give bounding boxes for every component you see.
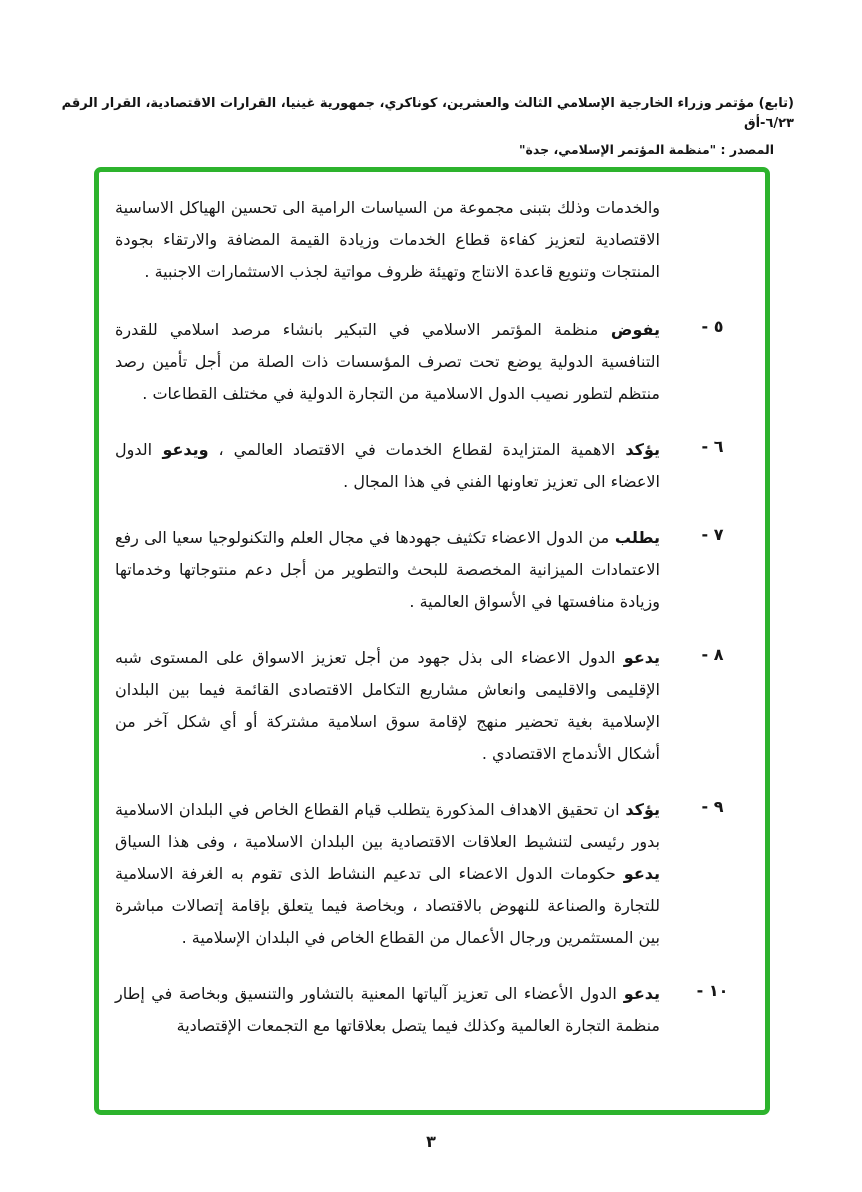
resolution-item xyxy=(115,794,765,954)
item-body-text: الدول الأعضاء الى تعزيز آلياتها المعنية بالتشاور والتنسيق وبخاصة في إطار منظمة التجارة العالمية وكذلك فيما يتصل بعلاقاتها مع التجمعات الإقتصادية xyxy=(115,984,660,1035)
resolution-item xyxy=(115,522,765,618)
item-keyword-bold: يؤكد xyxy=(615,440,660,459)
item-text xyxy=(115,794,660,954)
item-number: ٧ - xyxy=(701,525,724,544)
item-keyword-bold: يطلب xyxy=(609,528,660,547)
resolution-item xyxy=(115,978,765,1042)
item-body-text: ان تحقيق الاهداف المذكورة يتطلب قيام القطاع الخاص في البلدان الاسلامية بدور رئيسى لتنشيط العلاقات الاقتصادية بين البلدان الاسلامية ، وفى هذا السياق xyxy=(115,800,660,851)
document-header xyxy=(60,94,794,157)
item-text xyxy=(115,434,660,498)
item-text xyxy=(115,978,660,1042)
page-number: ٣ xyxy=(426,1132,436,1151)
item-keyword-bold: يدعو xyxy=(615,864,661,883)
item-text xyxy=(115,642,660,770)
item-body-text: حكومات الدول الاعضاء الى تدعيم النشاط الذى تقوم به الغرفة الاسلامية للتجارة والصناعة للنهوض بالاقتصاد ، وبخاصة فيما يتعلق بإقامة إتصالات مباشرة بين المستثمرين ورجال الأعمال من القطاع الخاص في البلدان الإسلامية . xyxy=(115,864,660,947)
item-number: ٩ - xyxy=(701,797,724,816)
item-body-text: من الدول الاعضاء تكثيف جهودها في مجال العلم والتكنولوجيا سعيا الى رفع الاعتمادات الميزانية المخصصة للبحث والتطوير من أجل دعم منتوجاتها وخدماتها وزيادة منافستها في الأسواق العالمية . xyxy=(115,528,660,611)
item-text xyxy=(115,314,660,410)
item-keyword-bold: يدعو xyxy=(616,984,660,1003)
item-keyword-bold: يفوض xyxy=(598,320,660,339)
item-keyword-bold: يدعو xyxy=(615,648,661,667)
resolution-item xyxy=(115,434,765,498)
item-keyword-bold: يؤكد xyxy=(619,800,661,819)
content-border-box xyxy=(94,167,770,1115)
item-body-text: الدول الاعضاء الى تعزيز تعاونها الفني في هذا المجال . xyxy=(115,440,660,491)
item-number: ٥ - xyxy=(701,317,724,336)
item-body-text: الدول الاعضاء الى بذل جهود من أجل تعزيز الاسواق على المستوى شبه الإقليمى والاقليمى وانعاش مشاريع التكامل الاقتصادى القائمة فيما بين البلدان الإسلامية بغية تحضير منهج لإقامة سوق اسلامية مشتركة أو أي شكل آخر من أشكال الأندماج الاقتصادي . xyxy=(115,648,660,763)
intro-paragraph: والخدمات وذلك بتبنى مجموعة من السياسات الرامية الى تحسين الهياكل الاساسية الاقتصادية لتعزيز كفاءة قطاع الخدمات وزيادة القيمة المضافة والارتقاء بجودة المنتجات وتنويع قاعدة الانتاج وتهيئة ظروف مواتية لجذب الاستثمارات الاجنبية . xyxy=(115,198,660,281)
resolution-item xyxy=(115,642,765,770)
item-body-text: الاهمية المتزايدة لقطاع الخدمات في الاقتصاد العالمي ، xyxy=(208,440,616,459)
item-number: ٦ - xyxy=(701,437,724,456)
header-source: المصدر : "منظمة المؤتمر الإسلامي، جدة" xyxy=(518,142,774,157)
item-number: ٨ - xyxy=(701,645,724,664)
resolution-items-list xyxy=(115,314,765,1042)
item-body-text: منظمة المؤتمر الاسلامي في التبكير بانشاء مرصد اسلامي للقدرة التنافسية الدولية يوضع تحت تصرف المؤسسات ذات الصلة من أجل تأمين رصد منتظم لتطور نصيب الدول الاسلامية من التجارة الدولية في مختلف القطاعات . xyxy=(115,320,660,403)
item-keyword-bold: ويدعو xyxy=(152,440,209,459)
item-text xyxy=(115,522,660,618)
header-title: (تابع) مؤتمر وزراء الخارجية الإسلامي الثالث والعشرين، كوناكري، جمهورية غينيا، القرارات الاقتصادية، القرار الرقم ٦/٢٣-أق xyxy=(61,96,794,131)
resolution-item xyxy=(115,314,765,410)
item-number: ١٠ - xyxy=(696,981,729,1000)
